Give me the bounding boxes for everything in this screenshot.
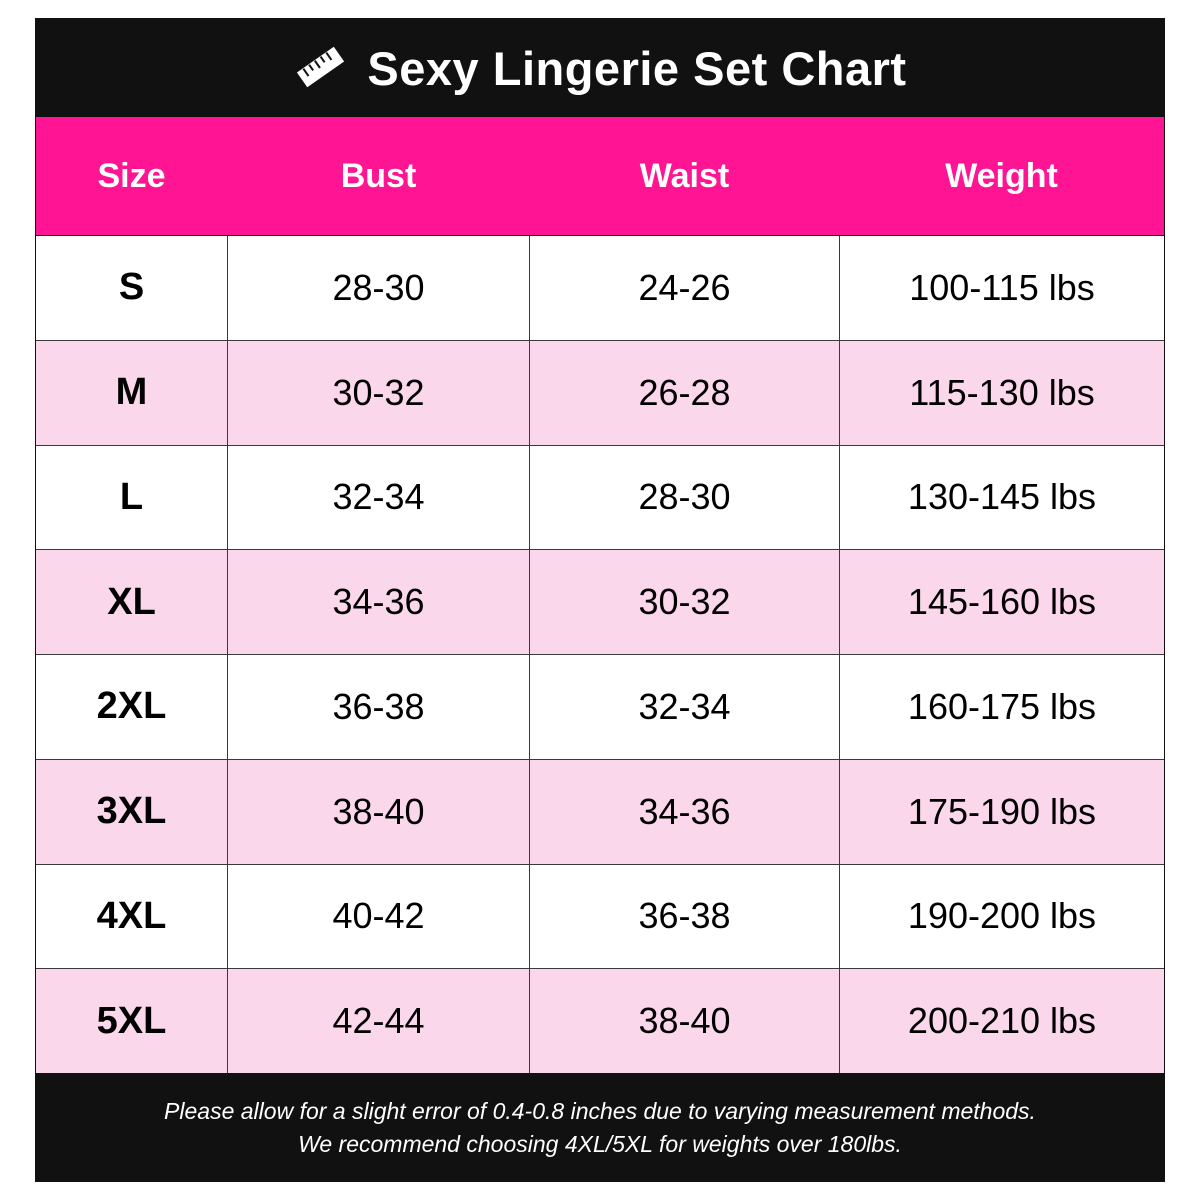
cell-waist: 28-30	[530, 446, 840, 550]
cell-size: 4XL	[36, 865, 228, 969]
cell-weight: 115-130 lbs	[909, 371, 1095, 413]
cell-waist: 26-28	[530, 341, 840, 445]
cell-bust: 34-36	[228, 550, 530, 654]
table-row	[36, 655, 1164, 760]
cell-waist: 36-38	[530, 865, 840, 969]
cell-bust: 32-34	[228, 446, 530, 550]
cell-weight: 200-210 lbs	[907, 1000, 1097, 1042]
table-row	[36, 760, 1164, 865]
cell-bust: 38-40	[228, 760, 530, 864]
column-header-size: Size	[36, 117, 228, 235]
cell-bust: 30-32	[228, 341, 530, 445]
table-header-row	[36, 117, 1164, 236]
cell-bust: 28-30	[228, 236, 530, 340]
table-row	[36, 550, 1164, 655]
cell-weight: 130-145 lbs	[907, 476, 1097, 518]
size-table	[36, 117, 1164, 1073]
cell-waist: 38-40	[530, 969, 840, 1073]
table-row	[36, 865, 1164, 970]
cell-weight: 145-160 lbs	[907, 581, 1097, 623]
cell-bust: 42-44	[228, 969, 530, 1073]
cell-weight: 100-115 lbs	[909, 266, 1095, 308]
table-row	[36, 341, 1164, 446]
cell-size: M	[36, 341, 228, 445]
cell-waist: 34-36	[530, 760, 840, 864]
footer-line-2: We recommend choosing 4XL/5XL for weights over 180lbs.	[298, 1130, 902, 1157]
table-row	[36, 446, 1164, 551]
cell-bust: 36-38	[228, 655, 530, 759]
column-header-weight: Weight	[840, 117, 1164, 235]
chart-footer-note	[36, 1073, 1164, 1181]
cell-size: XL	[36, 550, 228, 654]
page-title: Sexy Lingerie Set Chart	[367, 41, 907, 95]
chart-title-bar	[36, 19, 1164, 117]
cell-size: S	[36, 236, 228, 340]
cell-size: 5XL	[36, 969, 228, 1073]
cell-weight: 160-175 lbs	[907, 685, 1097, 727]
cell-size: 3XL	[36, 760, 228, 864]
column-header-waist: Waist	[530, 117, 840, 235]
footer-line-1: Please allow for a slight error of 0.4-0.8 inches due to varying measurement methods.	[164, 1097, 1036, 1124]
cell-size: 2XL	[36, 655, 228, 759]
cell-bust: 40-42	[228, 865, 530, 969]
cell-size: L	[36, 446, 228, 550]
ruler-icon	[293, 46, 347, 90]
cell-waist: 32-34	[530, 655, 840, 759]
column-header-bust: Bust	[228, 117, 530, 235]
cell-waist: 24-26	[530, 236, 840, 340]
cell-waist: 30-32	[530, 550, 840, 654]
cell-weight: 190-200 lbs	[907, 895, 1097, 937]
cell-weight: 175-190 lbs	[907, 790, 1097, 832]
size-chart-frame	[35, 18, 1165, 1182]
table-row	[36, 236, 1164, 341]
table-row	[36, 969, 1164, 1073]
